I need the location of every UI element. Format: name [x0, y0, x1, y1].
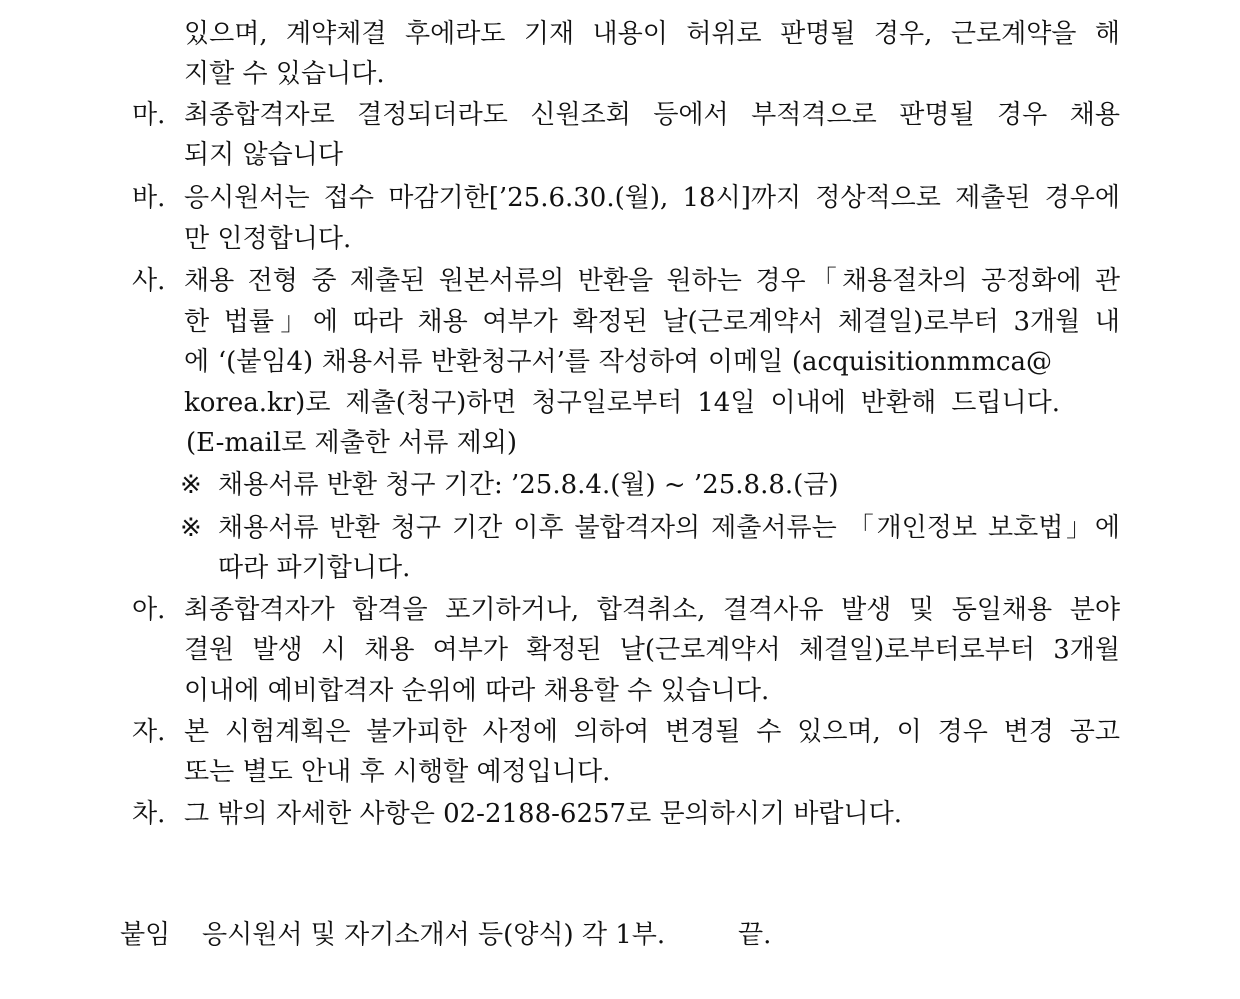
item-continuation-line-2: 지할 수 있습니다.: [184, 59, 385, 89]
item-sa-line-1: 채용 전형 중 제출된 원본서류의 반환을 원하는 경우「채용절차의 공정화에 관: [184, 266, 1120, 296]
item-marker-ma: 마.: [132, 100, 166, 130]
item-marker-cha: 차.: [132, 799, 166, 829]
item-ba-line-2: 만 인정합니다.: [184, 224, 352, 254]
note-2-line-2: 따라 파기합니다.: [218, 553, 411, 583]
attachment-label: 붙임: [120, 920, 171, 950]
item-sa-line-3: 에 ‘(붙임4) 채용서류 반환청구서’를 작성하여 이메일 (acquisitionmmca@: [184, 347, 1052, 377]
item-ma-line-2: 되지 않습니다: [184, 140, 343, 170]
item-cha-line-1: 그 밖의 자세한 사항은 02-2188-6257로 문의하시기 바랍니다.: [184, 799, 903, 829]
item-sa-line-5: (E-mail로 제출한 서류 제외): [186, 428, 518, 458]
note-1-line-1: 채용서류 반환 청구 기간: ’25.8.4.(월) ~ ’25.8.8.(금): [218, 470, 839, 500]
item-marker-sa: 사.: [132, 266, 166, 296]
reference-mark: ※: [180, 470, 202, 500]
item-sa-line-2: 한 법률」에 따라 채용 여부가 확정된 날(근로계약서 체결일)로부터 3개월 내: [184, 307, 1120, 337]
note-2-line-1: 채용서류 반환 청구 기간 이후 불합격자의 제출서류는 「개인정보 보호법」에: [218, 513, 1120, 543]
item-a-line-3: 이내에 예비합격자 순위에 따라 채용할 수 있습니다.: [184, 676, 770, 706]
item-ja-line-1: 본 시험계획은 불가피한 사정에 의하여 변경될 수 있으며, 이 경우 변경 공고: [184, 717, 1120, 747]
end-mark: 끝.: [738, 920, 772, 950]
item-sa-line-4: korea.kr)로 제출(청구)하면 청구일로부터 14일 이내에 반환해 드립니다.: [184, 388, 1060, 418]
item-marker-ja: 자.: [132, 717, 166, 747]
item-a-line-2: 결원 발생 시 채용 여부가 확정된 날(근로계약서 체결일)로부터로부터 3개월: [184, 635, 1120, 665]
reference-mark: ※: [180, 513, 202, 543]
item-continuation-line-1: 있으며, 계약체결 후에라도 기재 내용이 허위로 판명될 경우, 근로계약을 해: [184, 19, 1120, 49]
item-marker-a: 아.: [132, 595, 166, 625]
item-ja-line-2: 또는 별도 안내 후 시행할 예정입니다.: [184, 757, 611, 787]
attachment-text: 응시원서 및 자기소개서 등(양식) 각 1부.: [202, 920, 666, 950]
item-ba-line-1: 응시원서는 접수 마감기한[’25.6.30.(월), 18시]까지 정상적으로 제출된 경우에: [184, 183, 1120, 213]
item-ma-line-1: 최종합격자로 결정되더라도 신원조회 등에서 부적격으로 판명될 경우 채용: [184, 100, 1120, 130]
item-a-line-1: 최종합격자가 합격을 포기하거나, 합격취소, 결격사유 발생 및 동일채용 분야: [184, 595, 1120, 625]
item-marker-ba: 바.: [132, 183, 166, 213]
